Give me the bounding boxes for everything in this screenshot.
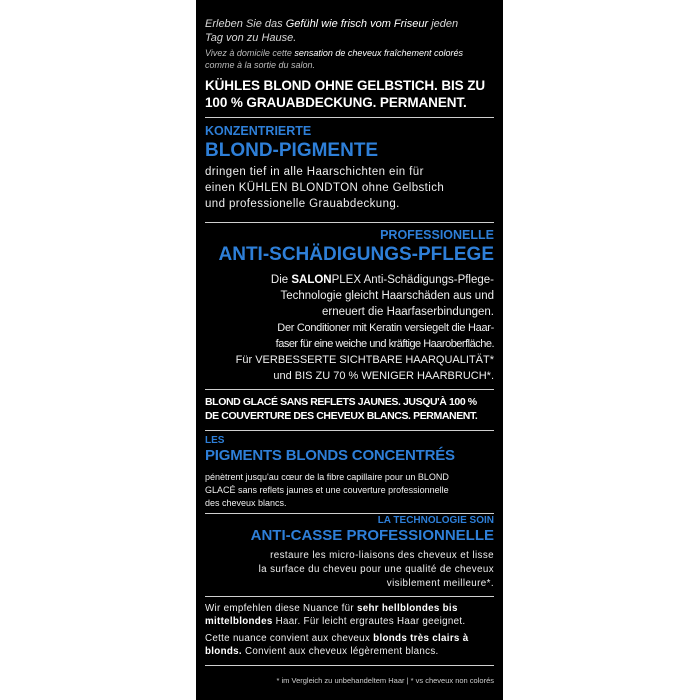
section1-fr-line2: GLACÉ sans reflets jaunes et une couverture professionnelle xyxy=(205,485,449,495)
claim-de-line1: KÜHLES BLOND OHNE GELBSTICH. BIS ZU xyxy=(205,78,486,93)
claim-fr-line1: BLOND GLACÉ SANS REFLETS JAUNES. JUSQU'À 100 % xyxy=(205,396,477,408)
divider xyxy=(205,430,494,431)
intro-de-emphasis: Gefühl wie frisch vom Friseur xyxy=(285,18,429,30)
section2-de-line1-tail: Anti-Schädigungs-Pflege- xyxy=(361,274,494,286)
footnote: * im Vergleich zu unbehandeltem Haar | * vs cheveux non colorés xyxy=(276,676,494,685)
recommend-de-line2 xyxy=(205,616,465,627)
section2-de-line4: Der Conditioner mit Keratin versiegelt die Haar- xyxy=(277,322,494,334)
section2-fr-line2: la surface du cheveu pour une qualité de cheveux xyxy=(258,564,494,575)
section1-de-line2: einen KÜHLEN BLONDTON ohne Gelbstich xyxy=(205,182,445,194)
section2-fr-kicker: LA TECHNOLOGIE SOIN xyxy=(377,515,494,526)
recommend-fr-line1 xyxy=(205,633,468,644)
section1-fr-line3: des cheveux blancs. xyxy=(205,498,287,508)
recommend-de-line1 xyxy=(205,603,458,614)
section2-fr-line3: visiblement meilleure*. xyxy=(386,578,494,589)
product-description-panel xyxy=(196,0,503,700)
section2-de-line5: faser für eine weiche und kräftige Haaroberfläche. xyxy=(275,338,494,350)
section1-de-line3: und professionelle Grauabdeckung. xyxy=(205,198,400,210)
brand-salon: SALON xyxy=(291,274,332,286)
section1-de-line1: dringen tief in alle Haarschichten ein für xyxy=(205,166,424,178)
section2-de-line7: und BIS ZU 70 % WENIGER HAARBRUCH*. xyxy=(273,370,494,382)
recommend-de-emphasis: mittelblondes xyxy=(205,616,273,627)
divider xyxy=(205,596,494,597)
section1-fr-kicker: LES xyxy=(205,435,225,446)
recommend-fr-emphasis: blonds. xyxy=(205,646,242,657)
section2-de-kicker: PROFESSIONELLE xyxy=(380,228,494,242)
section2-fr-title: ANTI-CASSE PROFESSIONNELLE xyxy=(250,527,494,544)
intro-de-line1 xyxy=(205,18,458,30)
section1-fr-line1: pénètrent jusqu'au cœur de la fibre capillaire pour un BLOND xyxy=(205,472,449,482)
recommend-fr-text: Cette nuance convient aux cheveux xyxy=(205,633,374,644)
divider xyxy=(205,117,494,118)
recommend-fr-text: Convient aux cheveux légèrement blancs. xyxy=(241,646,439,657)
intro-de-text: Erleben Sie das xyxy=(205,18,286,30)
section2-de-line1 xyxy=(271,274,494,286)
divider xyxy=(205,389,494,390)
divider xyxy=(205,513,494,514)
intro-de-line2: Tag von zu Hause. xyxy=(205,32,297,44)
section2-de-prefix: Die xyxy=(270,274,292,286)
recommend-de-emphasis: sehr hellblondes bis xyxy=(356,603,458,614)
section1-de-title: BLOND-PIGMENTE xyxy=(205,140,379,161)
section1-fr-title: PIGMENTS BLONDS CONCENTRÉS xyxy=(205,447,455,464)
recommend-de-text: Wir empfehlen diese Nuance für xyxy=(205,603,357,614)
recommend-de-text: Haar. Für leicht ergrautes Haar geeignet. xyxy=(272,616,466,627)
section2-de-title: ANTI-SCHÄDIGUNGS-PFLEGE xyxy=(218,244,494,265)
intro-fr-text: Vivez à domicile cette xyxy=(205,48,295,58)
section2-de-line2: Technologie gleicht Haarschäden aus und xyxy=(280,290,494,302)
brand-plex: PLEX xyxy=(331,274,362,286)
section1-de-kicker: KONZENTRIERTE xyxy=(205,124,312,138)
intro-fr-line2: comme à la sortie du salon. xyxy=(205,60,316,70)
intro-fr-emphasis: sensation de cheveux fraîchement colorés xyxy=(294,48,463,58)
recommend-fr-line2 xyxy=(205,646,439,657)
section2-fr-line1: restaure les micro-liaisons des cheveux et lisse xyxy=(270,550,494,561)
section2-de-line3: erneuert die Haarfaserbindungen. xyxy=(322,306,494,318)
divider xyxy=(205,665,494,666)
intro-de-text-end: jeden xyxy=(428,18,459,30)
intro-fr-line1 xyxy=(205,48,463,58)
claim-fr-line2: DE COUVERTURE DES CHEVEUX BLANCS. PERMANENT. xyxy=(205,410,478,422)
recommend-fr-emphasis: blonds très clairs à xyxy=(373,633,469,644)
claim-de-line2: 100 % GRAUABDECKUNG. PERMANENT. xyxy=(205,95,467,110)
divider xyxy=(205,222,494,223)
section2-de-line6: Für VERBESSERTE SICHTBARE HAARQUALITÄT* xyxy=(235,354,494,366)
